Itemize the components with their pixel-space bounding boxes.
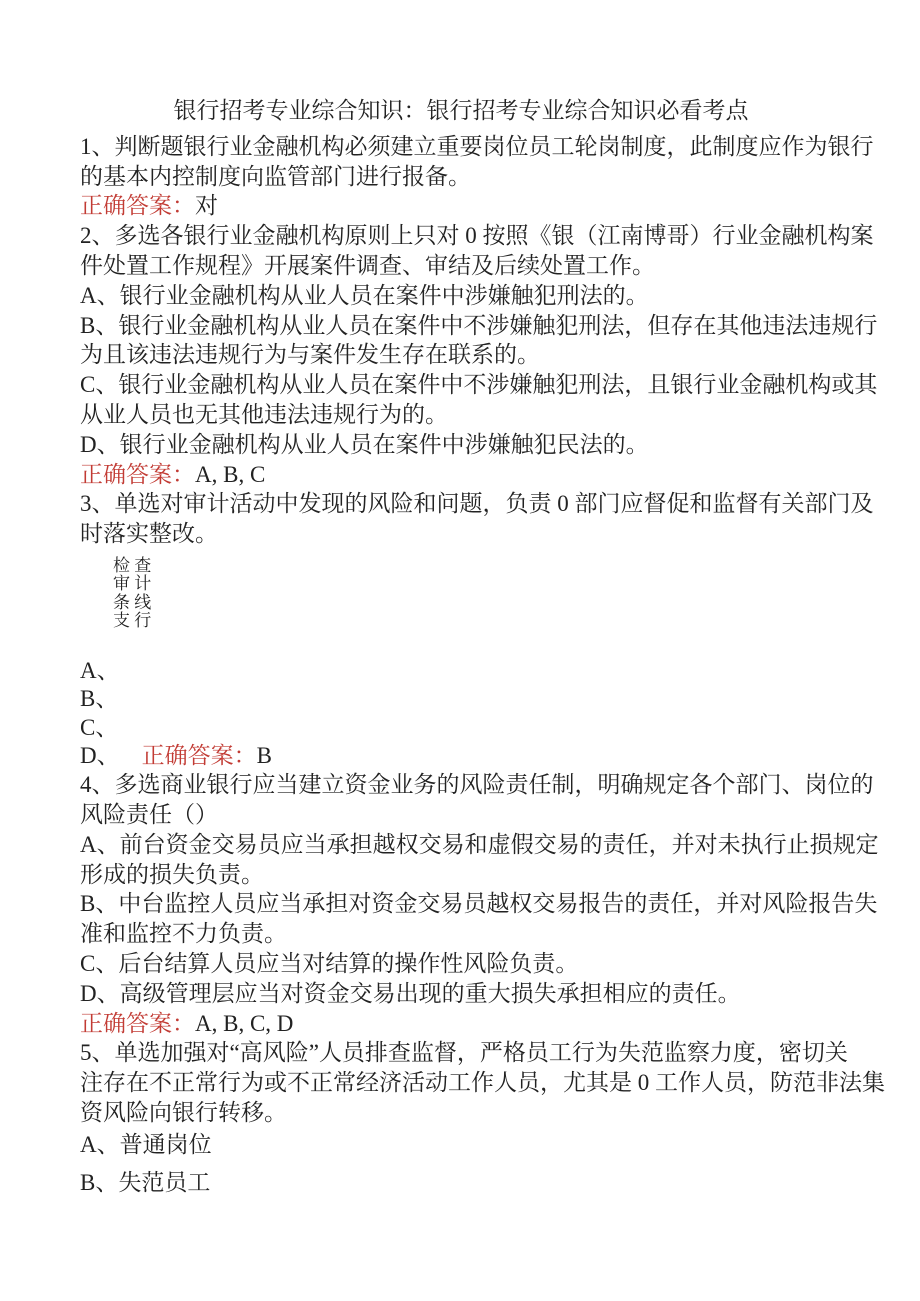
question-3-options — [80, 657, 842, 770]
question-5-option-a: A、普通岗位 — [80, 1131, 212, 1157]
question-2-stem-line-1: 2、多选各银行业金融机构原则上只对 0 按照《银（江南博哥）行业金融机构案 — [80, 223, 874, 249]
question-2-option-c-line-2: 从业人员也无其他违法违规行为的。 — [80, 401, 448, 427]
question-2-option-b-line-1: B、银行业金融机构从业人员在案件中不涉嫌触犯刑法，但存在其他违法违规行 — [80, 312, 878, 338]
question-2-option-c-line-1: C、银行业金融机构从业人员在案件中不涉嫌触犯刑法，且银行业金融机构或其 — [80, 372, 878, 398]
correct-answer-label: 正确答案： — [80, 193, 195, 219]
fragment-line: 检 查 — [113, 555, 152, 575]
question-3-stem-line-2: 时落实整改。 — [80, 521, 218, 547]
question-5-option-b: B、失范员工 — [80, 1169, 211, 1195]
question-3-stem-line-1: 3、单选对审计活动中发现的风险和问题，负责 0 部门应督促和监督有关部门及 — [80, 491, 874, 517]
question-4-option-b-line-2: 准和监控不力负责。 — [80, 921, 287, 947]
question-3-option-c: C、 — [80, 714, 119, 740]
fragment-line: 条 线 — [113, 592, 152, 612]
question-4-option-a-line-1: A、前台资金交易员应当承担越权交易和虚假交易的责任，并对未执行止损规定 — [80, 831, 879, 857]
question-3-option-b: B、 — [80, 686, 119, 712]
question-4-option-b-line-1: B、中台监控人员应当承担对资金交易员越权交易报告的责任，并对风险报告失 — [80, 891, 878, 917]
question-4-stem-line-2: 风险责任（） — [80, 801, 218, 827]
question-3-answer-value: B — [256, 742, 272, 768]
document-title: 银行招考专业综合知识：银行招考专业综合知识必看考点 — [173, 98, 749, 123]
question-3-option-d: D、 — [80, 742, 120, 768]
question-5-stem-line-1: 5、单选加强对“高风险”人员排查监督，严格员工行为失范监察力度，密切关 — [80, 1040, 848, 1066]
question-4-option-d: D、高级管理层应当对资金交易出现的重大损失承担相应的责任。 — [80, 980, 741, 1006]
question-2-option-d: D、银行业金融机构从业人员在案件中涉嫌触犯民法的。 — [80, 431, 649, 457]
question-4-option-c: C、后台结算人员应当对结算的操作性风险负责。 — [80, 950, 579, 976]
fragment-line: 审 计 — [113, 574, 152, 594]
question-4-stem-line-1: 4、多选商业银行应当建立资金业务的风险责任制，明确规定各个部门、岗位的 — [80, 772, 874, 798]
question-3-fragment-block — [113, 557, 842, 631]
correct-answer-label: 正确答案： — [141, 742, 257, 768]
question-4-answer-line — [80, 1009, 842, 1039]
question-5-stem-line-3: 资风险向银行转移。 — [80, 1099, 287, 1125]
question-1-stem-line-1: 1、判断题银行业金融机构必须建立重要岗位员工轮岗制度，此制度应作为银行 — [80, 133, 874, 159]
question-2-stem-line-2: 件处置工作规程》开展案件调查、审结及后续处置工作。 — [80, 252, 655, 278]
question-3-option-a: A、 — [80, 657, 120, 683]
question-3-option-d-answer-line — [80, 742, 842, 770]
question-1-answer-value: 对 — [195, 193, 218, 219]
question-2-option-a: A、银行业金融机构从业人员在案件中涉嫌触犯刑法的。 — [80, 282, 649, 308]
question-1-stem-line-2: 的基本内控制度向监管部门进行报备。 — [80, 163, 471, 189]
question-2-option-b-line-2: 为且该违法违规行为与案件发生存在联系的。 — [80, 342, 540, 368]
question-2-answer-line — [80, 460, 842, 490]
question-1-answer-line — [80, 191, 842, 221]
correct-answer-label: 正确答案： — [80, 461, 195, 487]
question-4-option-a-line-2: 形成的损失负责。 — [80, 861, 264, 887]
correct-answer-label: 正确答案： — [80, 1010, 195, 1036]
question-5-stem-line-2: 注存在不正常行为或不正常经济活动工作人员，尤其是 0 工作人员，防范非法集 — [80, 1070, 885, 1096]
fragment-line: 支 行 — [113, 611, 152, 631]
question-4-answer-value: A, B, C, D — [195, 1010, 294, 1036]
question-2-answer-value: A, B, C — [195, 461, 266, 487]
